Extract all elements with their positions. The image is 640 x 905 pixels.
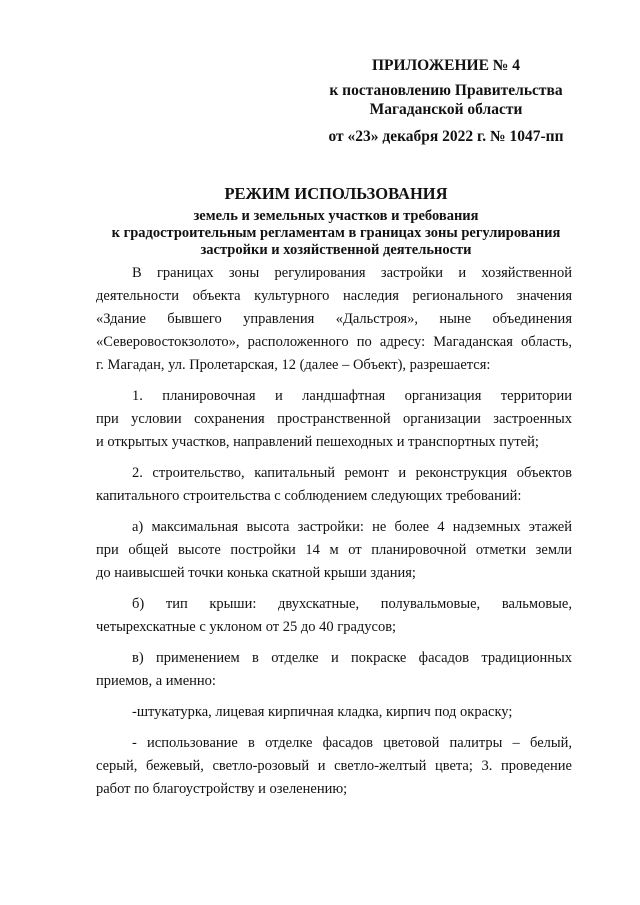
paragraph — [96, 701, 572, 724]
appendix-header — [300, 56, 592, 146]
paragraph-line: до наивысшей точки конька скатной крыши здания; — [96, 565, 416, 581]
paragraph-line: 1. планировочная и ландшафтная организация территории — [132, 388, 572, 404]
paragraph-line: капитального строительства с соблюдением следующих требований: — [96, 488, 522, 504]
paragraph-line: четырехскатные с уклоном от 25 до 40 градусов; — [96, 619, 397, 635]
subtitle-line: к градостроительным регламентам в границах зоны регулирования — [111, 225, 561, 241]
paragraph — [96, 516, 572, 585]
paragraph-line: 2. строительство, капитальный ремонт и реконструкция объектов — [132, 465, 572, 481]
paragraph-line: б) тип крыши: двухскатные, полувальмовые, вальмовые, — [132, 596, 572, 612]
subtitle-line: земель и земельных участков и требования — [193, 208, 479, 224]
document-title: РЕЖИМ ИСПОЛЬЗОВАНИЯ — [224, 184, 448, 203]
paragraph-line: деятельности объекта культурного наследия регионального значения — [96, 288, 572, 304]
paragraph-line: и открытых участков, направлений пешеходных и транспортных путей; — [96, 434, 539, 450]
paragraph-line: а) максимальная высота застройки: не более 4 надземных этажей — [132, 519, 572, 535]
paragraph-line: серый, бежевый, светло-розовый и светло-желтый цвета; 3. проведение — [96, 758, 572, 774]
paragraph-line: -штукатурка, лицевая кирпичная кладка, кирпич под окраску; — [132, 704, 513, 720]
paragraph-line: В границах зоны регулирования застройки и хозяйственной — [132, 265, 572, 281]
paragraph-line: «Здание бывшего управления «Дальстроя», ныне объединения — [96, 311, 572, 327]
subtitle-line: застройки и хозяйственной деятельности — [200, 242, 472, 258]
paragraph — [96, 593, 572, 639]
paragraph-line: при общей высоте постройки 14 м от планировочной отметки земли — [96, 542, 572, 558]
resolution-date: от «23» декабря 2022 г. № 1047-пп — [328, 128, 564, 145]
paragraph — [96, 647, 572, 693]
header-line: Магаданской области — [369, 101, 523, 118]
paragraph — [96, 262, 572, 377]
paragraph-line: приемов, а именно: — [96, 673, 216, 689]
paragraph-line: - использование в отделке фасадов цветовой палитры – белый, — [132, 735, 572, 751]
paragraph — [96, 385, 572, 454]
document-body — [96, 262, 572, 801]
paragraph-line: г. Магадан, ул. Пролетарская, 12 (далее – Объект), разрешается: — [96, 357, 491, 373]
paragraph-line: в) применением в отделке и покраске фасадов традиционных — [132, 650, 572, 666]
paragraph-line: при условии сохранения пространственной организации застроенных — [96, 411, 572, 427]
header-line: к постановлению Правительства — [329, 82, 563, 99]
paragraph — [96, 732, 572, 801]
document-title-block — [70, 183, 602, 259]
appendix-number: ПРИЛОЖЕНИЕ № 4 — [372, 57, 520, 74]
paragraph-line: «Северовостокзолото», расположенного по адресу: Магаданская область, — [96, 334, 572, 350]
paragraph-line: работ по благоустройству и озеленению; — [96, 781, 348, 797]
paragraph — [96, 462, 572, 508]
